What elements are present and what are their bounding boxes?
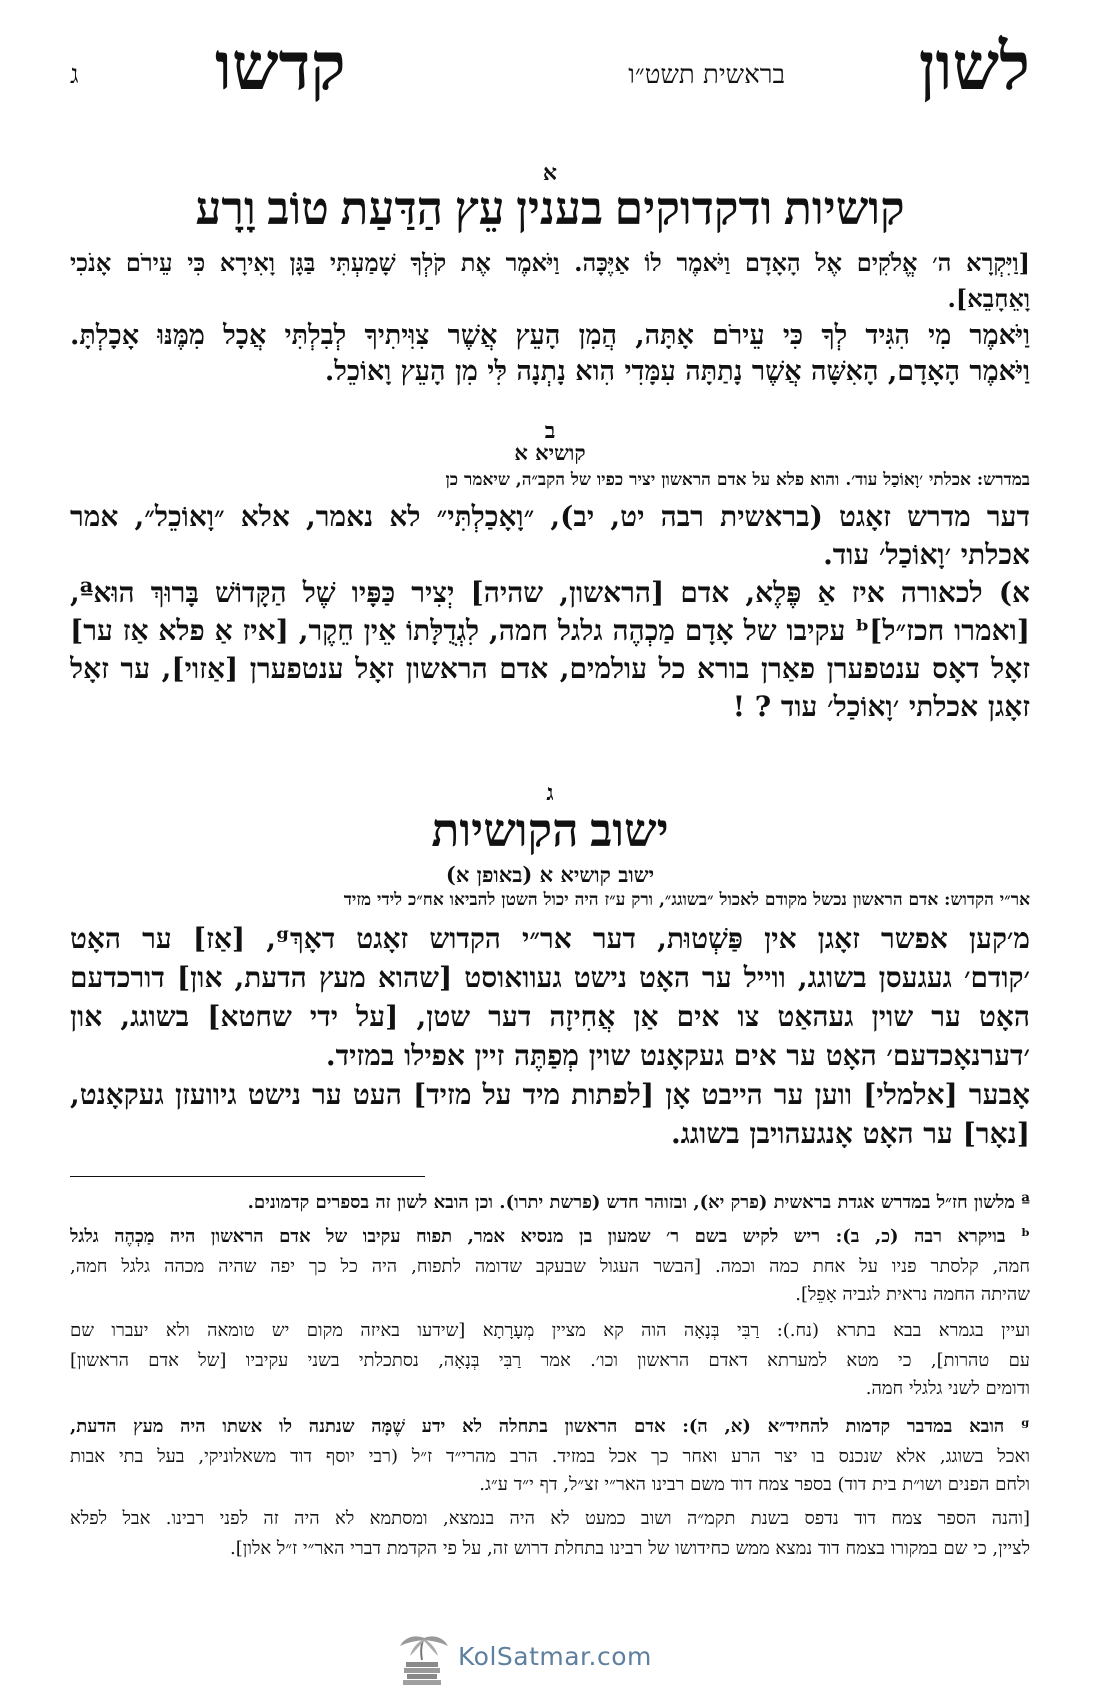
section-a-line: וַיֹּאמֶר הָאָדָם, הָאִשָּׁה אֲשֶׁר נָתַתָּה עִמָּדִי הִוא נָתְנָה לִּי מִן הָעֵץ וָאוֹכֵל. (324, 356, 1030, 387)
site-name[interactable]: KolSatmar.com (458, 1642, 652, 1671)
section-b-line: זאָגן אכלתי ׳וָאוֹכַל׳ עוד ? ! (732, 690, 1030, 723)
section-a-line: [וַיִּקְרָא ה׳ אֱלֹקִים אֶל הָאָדָם וַיֹּאמֶר לוֹ אַיֶּכָּה. וַיֹּאמֶר אֶת קֹלְךָ שָׁמַעְתִּי בַּגָּן וָאִירָא כִּי עֵירֹם אָנֹכִי (70, 248, 1030, 277)
section-b-letter: ב (544, 418, 556, 444)
header-title-left: קדשו (215, 31, 346, 104)
section-b-subheading: קושיא א (514, 440, 586, 465)
footnote-line: ᵍ הובא במדבר קדמות להחיד״א (א, ה): אדם הראשון בתחלה לא ידע שֶׁמָּה שנתנה לו אשתו היה מעץ הדעת, (70, 1416, 1030, 1437)
footnote-line: ואכל בשוגג, אלא שנכנס בו יצר הרע ואחר כך אכל במזיד. הרב מהרי״ד ז״ל (רבי יוסף דוד משאלוניקי, בעל בתי אבות (70, 1446, 1030, 1467)
section-a-line: וַיֹּאמֶר מִי הִגִּיד לְךָ כִּי עֵירֹם אָתָּה, הֲמִן הָעֵץ אֲשֶׁר צִוִּיתִיךָ לְבִלְתִּי אֲכָל מִמֶּנּוּ אָכָלְתָּ. (70, 320, 1030, 351)
header-title-right: לשון (918, 31, 1030, 104)
footnote-line: [והנה הספר צמח דוד נדפס בשנת תקמ״ה ושוב כמעט לא היה בנמצא, ומסתמא לא היה זה לפני רבינו. אבל לפלא (70, 1508, 1030, 1529)
section-a-letter: א (542, 160, 558, 186)
section-c-line: [נאָר] ער האָט אָנגעהויבן בשוגג. (670, 1117, 1030, 1150)
footnote-line: ולחם הפנים ושו״ת בית דוד) בספר צמח דוד משם רבינו האר״י זצ״ל, דף י״ד ע״ג. (479, 1474, 1030, 1495)
footnote-line: ª מלשון חז״ל במדרש אגדת בראשית (פרק יא), ובזוהר חדש (פרשת יתרו). וכן הובא לשון זה בספרים קדמונים. (247, 1192, 1030, 1213)
section-b-intro: במדרש: אכלתי ׳וָאוֹכַל עוד׳. והוא פלא על אדם הראשון יציר כפיו של הקב״ה, שיאמר כן (445, 470, 1030, 490)
section-b-line: א) לכאורה איז אַ פֶּלֶא, אדם [הראשון, שהיה] יְצִיר כַּפָּיו שֶׁל הַקָּדוֹשׁ בָּרוּךְ הוּאª, (70, 576, 1030, 609)
section-c-heading: ישוב הקושיות (431, 805, 669, 856)
footnote-line: שהיתה החמה נראית לגביה אָפֵל]. (795, 1284, 1030, 1305)
section-b-line: דער מדרש זאָגט (בראשית רבה יט, יב), ״וָאָכַלְתִּי״ לא נאמר, אלא ״וָאוֹכֵל״, אמר (70, 500, 1030, 533)
section-c-line: מ׳קען אפשר זאָגן אין פַּשְׁטוּת, דער אר״י הקדוש זאָגט דאָךְᵍ, [אַז] ער האָט (70, 922, 1030, 955)
section-c-line: ׳דערנאָכדעם׳ האָט ער אים געקאָנט שוין מְפַתֶּה זיין אפילו במזיד. (325, 1039, 1030, 1072)
section-a-line: וָאֵחָבֵא]. (947, 284, 1030, 313)
footnote-line: עם טהרות], כי מטא למערתא דאדם הראשון וכו׳. אמר רַבִּי בְּנָאָה, נסתכלתי בשני עקיביו [של אדם הראשון] (70, 1350, 1030, 1371)
section-c-line: אָבער [אלמלי] ווען ער הייבט אָן [לפתות מיד על מזיד] העט ער נישט גיוועזן געקאָנט, (70, 1078, 1030, 1111)
footnote-line: ודומים לשני גלגלי חמה. (865, 1378, 1030, 1399)
footnote-rule (70, 1176, 425, 1177)
section-b-line: [ואמרו חכז״ל]ᵇ עקיבו של אָדָם מַכְהֶה גלגל חמה, לִגְדֻלָּתוֹ אֵין חֵקֶר, [איז אַ פלא אַז ער] (70, 614, 1030, 647)
section-c-letter: ג (546, 780, 554, 806)
footnote-line: ᵇ בויקרא רבה (כ, ב): ריש לקיש בשם ר׳ שמעון בן מנסיא אמר, תפוח עקיבו של אדם הראשון היה מַכְהֶה גלגל (70, 1226, 1030, 1247)
section-c-line: האָט ער שוין געהאַט צו אים אַן אֲחִיזָה דער שטן, [על ידי שחטא] בשוגג, און (70, 1000, 1030, 1033)
section-a-heading: קושיות ודקדוקים בענין עֵץ הַדַּעַת טוֹב וָרָע (195, 183, 905, 234)
section-c-intro: אר״י הקדוש: אדם הראשון נכשל מקודם לאכול ״בשוגג״, ורק ע״ז היה יכול השטן להביאו אח״כ לידי מזיד (343, 890, 1030, 910)
footnote-line: לציין, כי שם במקורו בצמח דוד נמצא ממש כחידושו של רבינו בתחלת דרוש זה, על פי הקדמת דברי האר״י ז״ל אלון]. (230, 1538, 1030, 1559)
palm-tree-books-logo-icon (392, 1632, 452, 1688)
site-branding (0, 1632, 1100, 1692)
footnote-line: ועיין בגמרא בבא בתרא (נח.): רַבִּי בְּנָאָה הוה קא מציין מְעָרָתָא [שידעו באיזה מקום יש טומאה ולא יעברו שם (70, 1320, 1030, 1341)
header-parsha: בראשית תשט״ו (628, 60, 785, 90)
section-c-line: ׳קודם׳ געגעסן בשוגג, ווייל ער האָט נישט געוואוסט [שהוא מעץ הדעת, און] דורכדעם (70, 961, 1030, 994)
section-b-line: אכלתי ׳וָאוֹכַל׳ עוד. (823, 538, 1030, 571)
footnote-line: חמה, קלסתר פניו על אחת כמה וכמה. [הבשר העגול שבעקב שדומה לתפוח, היה כל כך יפה שהיה מכהה גלגל חמה, (70, 1256, 1030, 1277)
page-number: ג (70, 60, 79, 90)
section-b-line: זאָל דאָס ענטפערן פאַרן בורא כל עולמים, אדם הראשון זאָל ענטפערן [אַזוי], ער זאָל (70, 652, 1030, 685)
section-c-subheading: ישוב קושיא א (באופן א) (445, 862, 655, 887)
running-header (70, 30, 1030, 120)
